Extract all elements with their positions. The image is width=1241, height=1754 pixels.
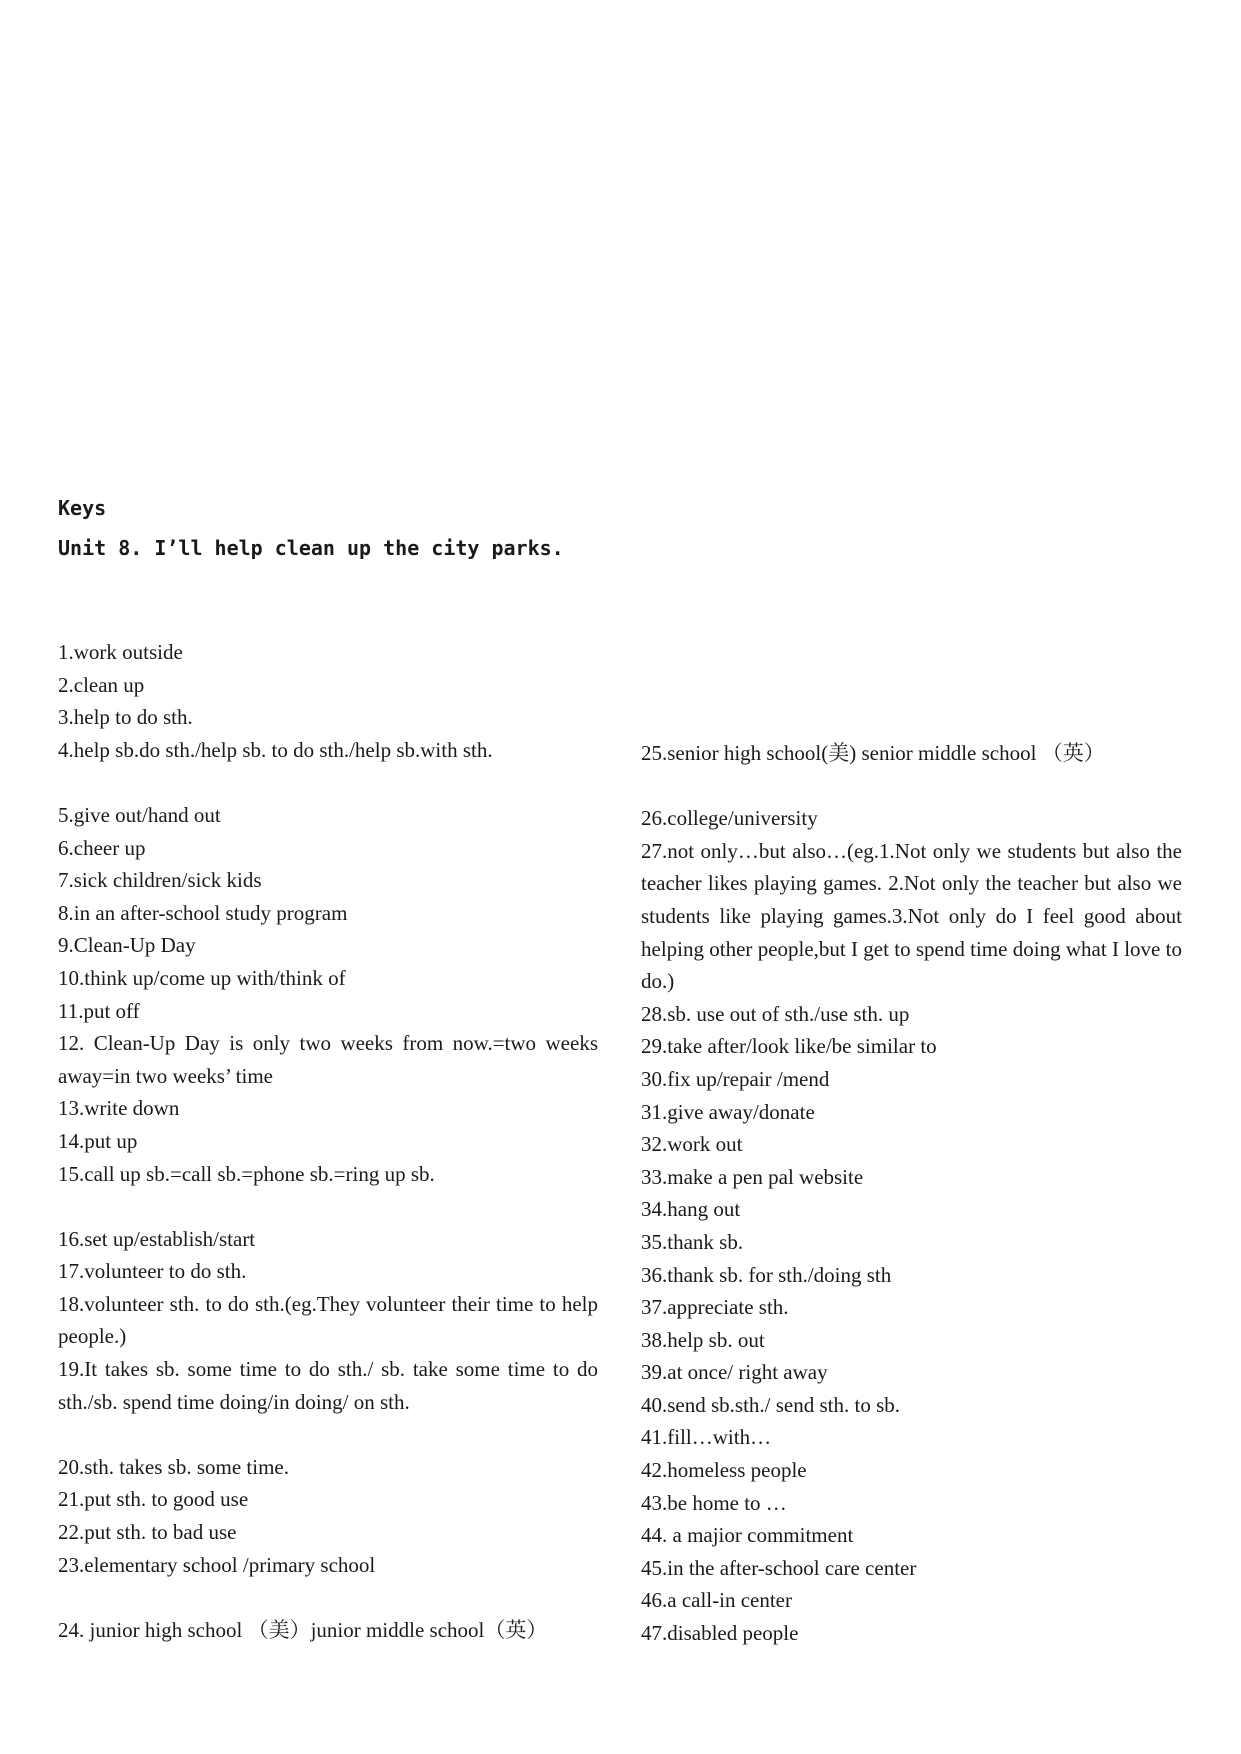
document-header [58,488,564,568]
list-item: 42.homeless people [641,1458,807,1483]
list-item: 29.take after/look like/be similar to [641,1034,937,1059]
list-item: 31.give away/donate [641,1099,815,1124]
right-column [641,737,1182,1650]
list-item: 16.set up/establish/start [58,1226,256,1251]
list-item: 33.make a pen pal website [641,1164,864,1189]
list-item: 9.Clean-Up Day [58,933,196,958]
list-item: 43.be home to … [641,1490,787,1515]
list-item: 32.work out [641,1132,743,1157]
list-item: 8.in an after-school study program [58,900,348,925]
list-item: 35.thank sb. [641,1229,744,1254]
list-item: 10.think up/come up with/think of [58,965,346,990]
list-item: 37.appreciate sth. [641,1295,789,1320]
list-item: 11.put off [58,998,140,1023]
list-item: 25.senior high school(美) senior middle school （英） [641,741,1105,765]
list-item: 39.at once/ right away [641,1360,828,1385]
list-item: 12. Clean-Up Day is only two weeks from now.=two weeks away=in two weeks’ time [58,1031,598,1088]
list-item: 24. junior high school （美）junior middle school（英） [58,1617,548,1642]
list-item: 4.help sb.do sth./help sb. to do sth./help sb.with sth. [58,737,493,762]
unit-title: Unit 8. I’ll help clean up the city parks. [58,536,564,560]
list-item: 47.disabled people [641,1621,799,1646]
list-item: 21.put sth. to good use [58,1487,249,1512]
list-item: 34.hang out [641,1197,741,1222]
list-item: 7.sick children/sick kids [58,868,262,893]
list-item: 46.a call-in center [641,1588,792,1613]
list-item: 28.sb. use out of sth./use sth. up [641,1001,910,1026]
list-item: 15.call up sb.=call sb.=phone sb.=ring up sb. [58,1161,435,1186]
list-item: 6.cheer up [58,835,146,860]
list-item: 5.give out/hand out [58,802,221,827]
list-item: 26.college/university [641,806,818,831]
list-item: 13.write down [58,1096,180,1121]
list-item: 40.send sb.sth./ send sth. to sb. [641,1392,901,1417]
list-item: 14.put up [58,1128,138,1153]
left-column [58,636,598,1646]
list-item: 2.clean up [58,672,145,697]
list-item: 41.fill…with… [641,1425,772,1450]
list-item: 17.volunteer to do sth. [58,1259,247,1284]
list-item: 23.elementary school /primary school [58,1552,376,1577]
list-item: 30.fix up/repair /mend [641,1066,830,1091]
list-item: 20.sth. takes sb. some time. [58,1454,289,1479]
list-item: 1.work outside [58,640,183,664]
list-item: 22.put sth. to bad use [58,1520,237,1545]
list-item: 3.help to do sth. [58,705,193,730]
list-item: 27.not only…but also…(eg.1.Not only we students but also the teacher likes playing games. 2.Not only the teacher but also we students like playing games.3.Not only do I feel good about helping other people,but I get to spend time doing what I love to do.) [641,838,1182,994]
list-item: 19.It takes sb. some time to do sth./ sb. take some time to do sth./sb. spend time doing/in doing/ on sth. [58,1357,598,1414]
list-item: 44. a majior commitment [641,1523,854,1548]
keys-label: Keys [58,496,107,520]
list-item: 38.help sb. out [641,1327,765,1352]
list-item: 36.thank sb. for sth./doing sth [641,1262,892,1287]
list-item: 45.in the after-school care center [641,1555,917,1580]
list-item: 18.volunteer sth. to do sth.(eg.They volunteer their time to help people.) [58,1291,598,1349]
